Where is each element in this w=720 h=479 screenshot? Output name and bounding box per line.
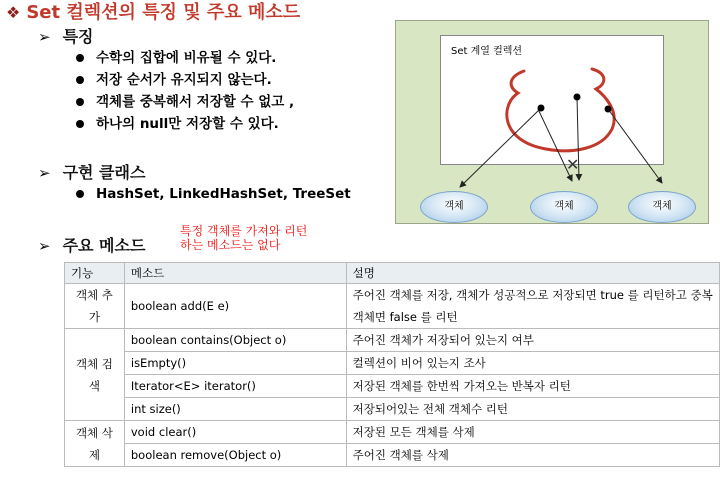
column-header: 기능 [65,263,125,284]
table-row [65,444,720,467]
set-diagram [395,20,709,224]
column-header: 설명 [346,263,719,284]
feature-item: 수학의 집합에 비유될 수 있다. [74,47,294,69]
features-list [74,47,294,135]
feature-item: 객체를 중복해서 저장할 수 없고 , [74,91,294,113]
arrow-bullet-icon: ➢ [38,237,51,255]
table-row [65,329,720,352]
method-cell: boolean remove(Object o) [124,444,346,467]
table-row [65,398,720,421]
page-title [6,0,300,24]
methods-heading [38,233,145,256]
description-cell: 주어진 객체를 저장, 객체가 성공적으로 저장되면 true 를 리턴하고 중복 객체면 false 를 리턴 [346,284,719,329]
element-ref-dot [538,105,545,112]
set-boundary-curve [507,69,614,151]
object-node: 객체 [420,191,488,223]
description-cell: 저장된 객체를 한번씩 가져오는 반복자 리턴 [346,375,719,398]
method-cell: int size() [124,398,346,421]
element-ref-dot [605,106,612,113]
arrow-bullet-icon: ➢ [38,28,51,46]
table-row [65,421,720,444]
method-cell: isEmpty() [124,352,346,375]
diamond-bullet-icon: ❖ [6,3,21,22]
impl-list [74,183,351,205]
category-cell: 객체 삭제 [65,421,125,467]
feature-item: 저장 순서가 유지되지 않는다. [74,69,294,91]
element-arrow [460,108,541,187]
impl-item: HashSet, LinkedHashSet, TreeSet [74,183,351,205]
methods-note-line: 특정 객체를 가져와 리턴 [180,224,308,238]
description-cell: 저장된 모든 객체를 삭제 [346,421,719,444]
impl-heading [38,160,145,183]
description-cell: 컬렉션이 비어 있는지 조사 [346,352,719,375]
object-node: 객체 [530,191,598,223]
features-heading [38,24,94,47]
methods-note-line: 하는 메소드는 없다 [180,238,281,252]
arrow-bullet-icon: ➢ [38,164,51,182]
table-row [65,375,720,398]
methods-table [64,262,720,467]
category-cell: 객체 검색 [65,329,125,421]
description-cell: 주어진 객체가 저장되어 있는지 여부 [346,329,719,352]
set-collection-label: Set 계열 컬렉션 [451,46,523,57]
feature-item: 하나의 null만 저장할 수 있다. [74,113,294,135]
table-row [65,352,720,375]
element-ref-dot [574,94,581,101]
element-arrow [608,109,662,183]
duplicate-cross-icon: ✕ [566,155,580,174]
table-header-row [65,263,720,284]
table-row [65,284,720,329]
description-cell: 저장되어있는 전체 객체수 리턴 [346,398,719,421]
column-header: 메소드 [124,263,346,284]
method-cell: void clear() [124,421,346,444]
category-cell: 객체 추가 [65,284,125,329]
methods-note [180,224,307,252]
features-heading-text: 특징 [62,27,94,46]
impl-heading-text: 구현 클래스 [62,163,146,182]
method-cell: Iterator<E> iterator() [124,375,346,398]
method-cell: boolean contains(Object o) [124,329,346,352]
object-node: 객체 [628,191,696,223]
description-cell: 주어진 객체를 삭제 [346,444,719,467]
methods-heading-text: 주요 메소드 [62,236,146,255]
page-title-text: Set 컬렉션의 특징 및 주요 메소드 [26,2,301,23]
method-cell: boolean add(E e) [124,284,346,329]
